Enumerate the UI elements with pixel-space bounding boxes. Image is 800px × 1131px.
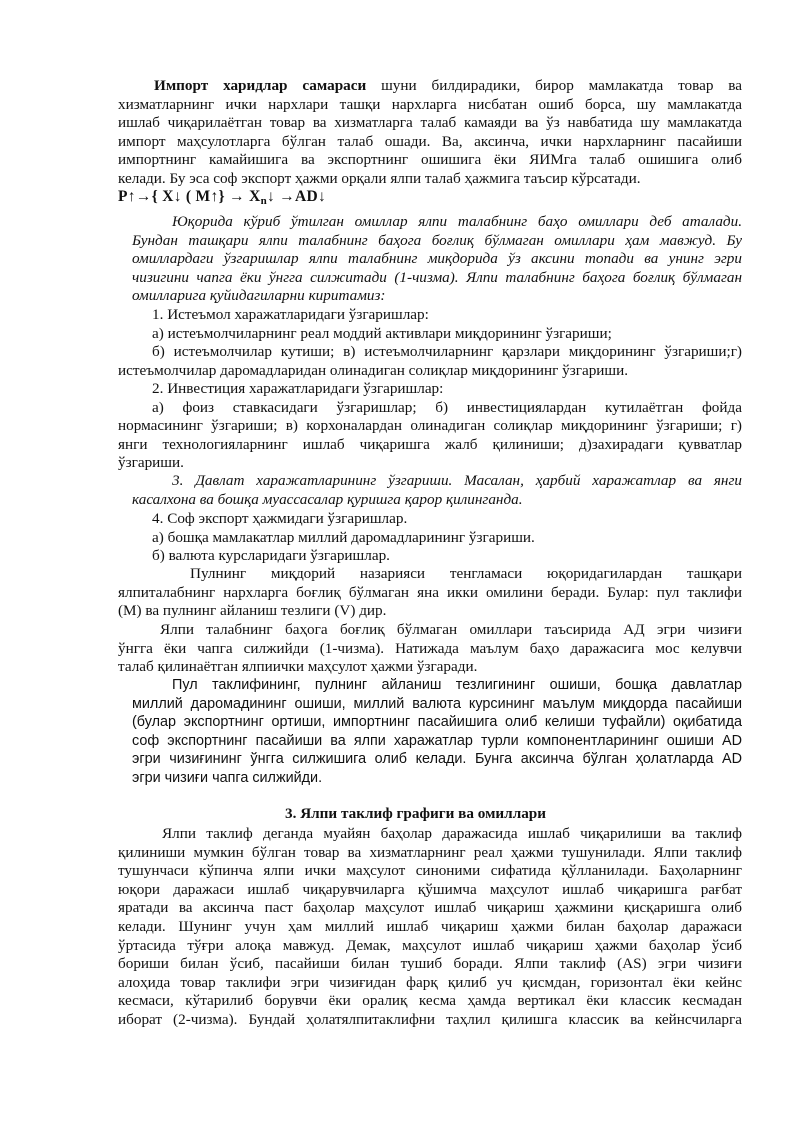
paragraph-line: (булар экспортнинг ортиши, импортнинг пасайишига олиб келиши туфайли) оқибатида	[132, 714, 742, 731]
paragraph-line: чизигини чапга ёки ўнгга силжитади (1-чизма). Ялпи талабнинг баҳога боғлиқ бўлмаган	[132, 268, 742, 286]
paragraph-line: тушунчаси кўпинча ялпи ички маҳсулот синоними сифатида қўлланилади. Баҳоларнинг	[118, 862, 742, 880]
paragraph-line: қилиниши мумкин бўлган товар ва хизматларнинг реал ҳажми тушунилади. Ялпи таклиф	[118, 843, 742, 861]
paragraph-line: омилларига қуйидагиларни киритамиз:	[132, 287, 386, 305]
paragraph-line: омиллардаги ўзгаришлар ялпи талабнинг миқдорида ўз аксини топади ва унинг эгри	[132, 250, 742, 268]
paragraph-line: Пулнинг миқдорий назарияси тенгламаси юқоридагилардан ташқари	[190, 565, 742, 582]
list-investment	[118, 380, 742, 473]
paragraph-line: бориши билан ўсиб, пасайиши билан тушиб боради. Ялпи таклиф (AS) эгри чизиғи	[118, 955, 742, 973]
paragraph-line: миллий даромадининг ошиши, миллий валюта курсининг маълум миқдорда пасайиши	[132, 695, 742, 712]
formula-subscript: n	[260, 195, 268, 207]
list-consumption	[118, 306, 742, 380]
list-item: нормасининг ўзгариши; в) корхоналардан олинадиган солиқлар миқдорининг ўзгариши; г)	[118, 417, 742, 435]
list-item: б) истеъмолчилар кутиши; в) истеъмолчиларнинг қарзлари миқдорининг ўзгариши;г)	[152, 343, 742, 361]
paragraph-line: Ялпи талабнинг баҳога боғлиқ бўлмаган омиллари таъсирида АД эгри чизиғи	[160, 621, 742, 638]
formula-tail: ↓ →AD↓	[267, 188, 327, 205]
paragraph-line: импортнинг камайишига ва экспортнинг ошишига ёки ЯИМга талаб ошишига олиб	[118, 151, 742, 169]
formula-text: P↑→{ X↓ ( M↑} → X	[118, 188, 261, 205]
paragraph-line: ўнгга ёки чапга силжийди (1-чизма). Натижада маълум баҳо даражасига мос келувчи	[118, 639, 742, 657]
list-heading: 1. Истеъмол харажатларидаги ўзгаришлар:	[152, 306, 429, 323]
list-government	[132, 472, 742, 509]
list-item: истеъмолчилар даромадларидан олинадиган солиқлар миқдорининг ўзгариши.	[118, 361, 629, 379]
paragraph-line: ялпиталабнинг нархларга боғлиқ бўлмаган яна икки омилини беради. Булар: пул таклифи	[118, 583, 742, 601]
paragraph-line: алоҳида товар таклифи эгри чизиғидан фарқ қилиб уч қисмдан, горизонтал ёки кейнс	[118, 973, 742, 991]
list-item: а) бошқа мамлакатлар миллий даромадларининг ўзгариши.	[152, 528, 535, 546]
list-net-export	[118, 510, 742, 566]
paragraph-line: Импорт харидлар самараси шуни билдирадики, бирор мамлакатда товар ва	[154, 77, 742, 94]
paragraph-line: яратади ва аксинча паст баҳолар маҳсулот ишлаб чиқариш ҳажмини қисқаришга олиб	[118, 899, 742, 917]
list-item: а) фоиз ставкасидаги ўзгаришлар; б) инвестициялардан кутилаётган фойда	[152, 398, 742, 416]
paragraph-line: келади. Шунинг учун ҳам миллий ишлаб чиқариш ҳажми билан баҳолар даражаси	[118, 917, 742, 935]
list-item: касалхона ва бошқа муассасалар қуришга қарор қилинганда.	[132, 490, 523, 508]
paragraph-line: Ялпи таклиф деганда муайян баҳолар даражасида ишлаб чиқарилиши ва таклиф	[162, 825, 742, 842]
paragraph-line: талаб қилинаётган ялпиички маҳсулот ҳажми ўзгаради.	[118, 658, 478, 676]
paragraph-line: юқори даражаси ишлаб чиқарувчиларга қўшимча маҳсулот ишлаб чиқаришга рағбат	[118, 880, 742, 898]
list-heading: 4. Соф экспорт ҳажмидаги ўзгаришлар.	[152, 510, 408, 527]
paragraph-line: иборат (2-чизма). Бундай ҳолатялпитаклифни таҳлил қилишга классик ва кейнсчиларга	[118, 1010, 742, 1028]
paragraph-line: ўртасида тўғри алоқа мавжуд. Демак, маҳсулот ишлаб чиқариш ҳажми баҳолар ўсиб	[118, 936, 742, 954]
paragraph-line: Пул таклифининг, пулнинг айланиш тезлигининг ошиши, бошқа давлатлар	[172, 677, 742, 693]
paragraph-line: Бундан ташқари ялпи талабнинг баҳога боғлиқ бўлмаган омиллари ҳам мавжуд. Бу	[132, 231, 742, 249]
list-item: 3. Давлат харажатларининг ўзгариши. Масалан, ҳарбий харажатлар ва янги	[172, 472, 742, 489]
paragraph-aggregate-supply	[118, 825, 742, 1030]
paragraph-import-effect	[118, 77, 742, 189]
paragraph-ad-shift	[118, 621, 742, 677]
paragraph-line: импорт маҳсулотларга бўлган талаб ошади. Ва, аксинча, ички нархларнинг пасайиши	[118, 132, 742, 150]
list-item: б) валюта курсларидаги ўзгаришлар.	[152, 547, 390, 565]
paragraph-line: ишлаб чиқарилаётган товар ва хизматларга талаб камаяди ва ўз навбатида шу мамлакатда	[118, 114, 742, 132]
paragraph-line: соф экспортнинг пасайиши ва ялпи харажатлар турли компонентларининг ошиши AD	[132, 732, 742, 749]
paragraph-line: эгри чизиғи чапга силжийди.	[132, 769, 323, 786]
list-item: а) истеъмолчиларнинг реал моддий активлари миқдорининг ўзгариши;	[152, 324, 612, 342]
paragraph-line: Юқорида кўриб ўтилган омиллар ялпи талабнинг баҳо омиллари деб аталади.	[172, 213, 742, 230]
section-heading: 3. Ялпи таклиф графиги ва омиллари	[285, 805, 547, 822]
paragraph-line: хизматларнинг ички нархлари ташқи нархларга нисбатан ошиб борса, шу мамлакатда	[118, 95, 742, 113]
formula-line	[118, 188, 326, 211]
paragraph-nonprice-factors	[132, 213, 742, 306]
paragraph-money-supply	[132, 676, 742, 788]
paragraph-line: келади. Бу эса соф экспорт ҳажми орқали ялпи талаб ҳажмига таъсир кўрсатади.	[118, 169, 641, 187]
paragraph-line: (М) ва пулнинг айланиш тезлиги (V) дир.	[118, 602, 387, 620]
paragraph-money-theory	[118, 565, 742, 621]
bold-term: Импорт харидлар самараси	[154, 77, 367, 94]
paragraph-line: кесмаси, кўтарилиб борувчи ёки оралиқ кесма ҳамда вертикал ёки классик кесмадан	[118, 992, 742, 1010]
paragraph-line: эгри чизиғининг ўнгга силжишига олиб келади. Бунга аксинча бўлган ҳолатларда AD	[132, 751, 742, 768]
list-heading: 2. Инвестиция харажатларидаги ўзгаришлар:	[152, 380, 444, 397]
list-item: янги технологияларнинг ишлаб чиқаришга жалб қилиниши; д)захирадаги қувватлар	[118, 435, 742, 453]
list-item: ўзгариши.	[118, 454, 184, 472]
